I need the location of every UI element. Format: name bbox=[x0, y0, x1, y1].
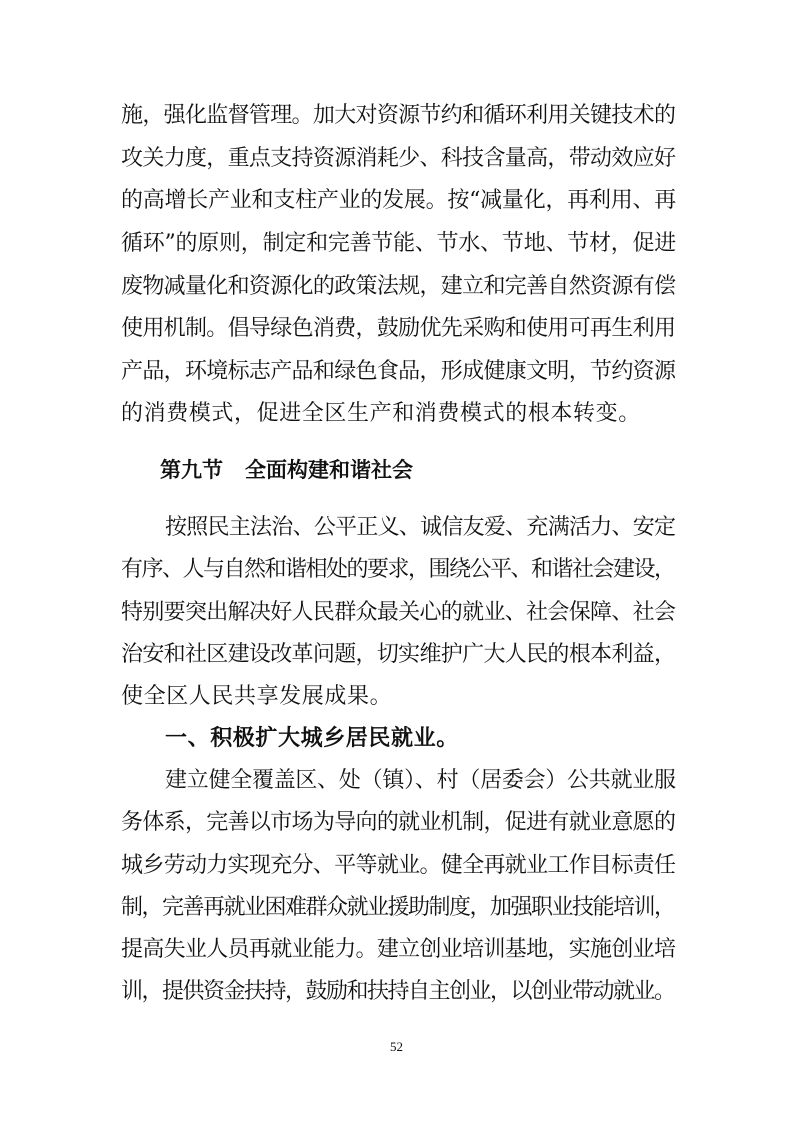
paragraph-line: 使用机制。倡导绿色消费，鼓励优先采购和使用可再生利用 bbox=[121, 316, 676, 341]
paragraph-line: 的消费模式，促进全区生产和消费模式的根本转变。 bbox=[121, 401, 641, 426]
section-title: 全面构建和谐社会 bbox=[245, 458, 413, 482]
paragraph-line: 有序、人与自然和谐相处的要求，围绕公平、和谐社会建设， bbox=[121, 557, 675, 582]
subsection-heading: 一、积极扩大城乡居民就业。 bbox=[165, 725, 459, 751]
paragraph-line: 制，完善再就业困难群众就业援助制度，加强职业技能培训， bbox=[121, 895, 675, 920]
paragraph-line: 建立健全覆盖区、处（镇）、村（居委会）公共就业服 bbox=[165, 768, 676, 793]
paragraph-line: 城乡劳动力实现充分、平等就业。健全再就业工作目标责任 bbox=[121, 853, 676, 878]
paragraph-line: 使全区人民共享发展成果。 bbox=[121, 684, 393, 709]
paragraph-line: 产品，环境标志产品和绿色食品，形成健康文明，节约资源 bbox=[121, 359, 676, 384]
paragraph-line: 按照民主法治、公平正义、诚信友爱、充满活力、安定 bbox=[165, 515, 676, 540]
paragraph-line: 治安和社区建设改革问题，切实维护广大人民的根本利益， bbox=[121, 642, 676, 667]
paragraph-line: 训，提供资金扶持，鼓励和扶持自主创业，以创业带动就业。 bbox=[121, 979, 675, 1004]
paragraph-line: 攻关力度，重点支持资源消耗少、科技含量高，带动效应好 bbox=[121, 146, 676, 171]
paragraph-line: 的高增长产业和支柱产业的发展。按“减量化，再利用、再 bbox=[121, 188, 677, 213]
paragraph-line: 务体系，完善以市场为导向的就业机制，促进有就业意愿的 bbox=[121, 810, 676, 835]
paragraph-line: 废物减量化和资源化的政策法规，建立和完善自然资源有偿 bbox=[121, 274, 676, 299]
section-number: 第九节 bbox=[160, 458, 223, 482]
section-heading bbox=[160, 455, 413, 485]
paragraph-line: 特别要突出解决好人民群众最关心的就业、社会保障、社会 bbox=[121, 600, 676, 625]
paragraph-line: 提高失业人员再就业能力。建立创业培训基地，实施创业培 bbox=[121, 937, 676, 962]
paragraph-line: 循环”的原则，制定和完善节能、节水、节地、节材，促进 bbox=[121, 231, 677, 256]
page-number: 52 bbox=[390, 1039, 403, 1054]
paragraph-line: 施，强化监督管理。加大对资源节约和循环利用关键技术的 bbox=[121, 103, 676, 128]
